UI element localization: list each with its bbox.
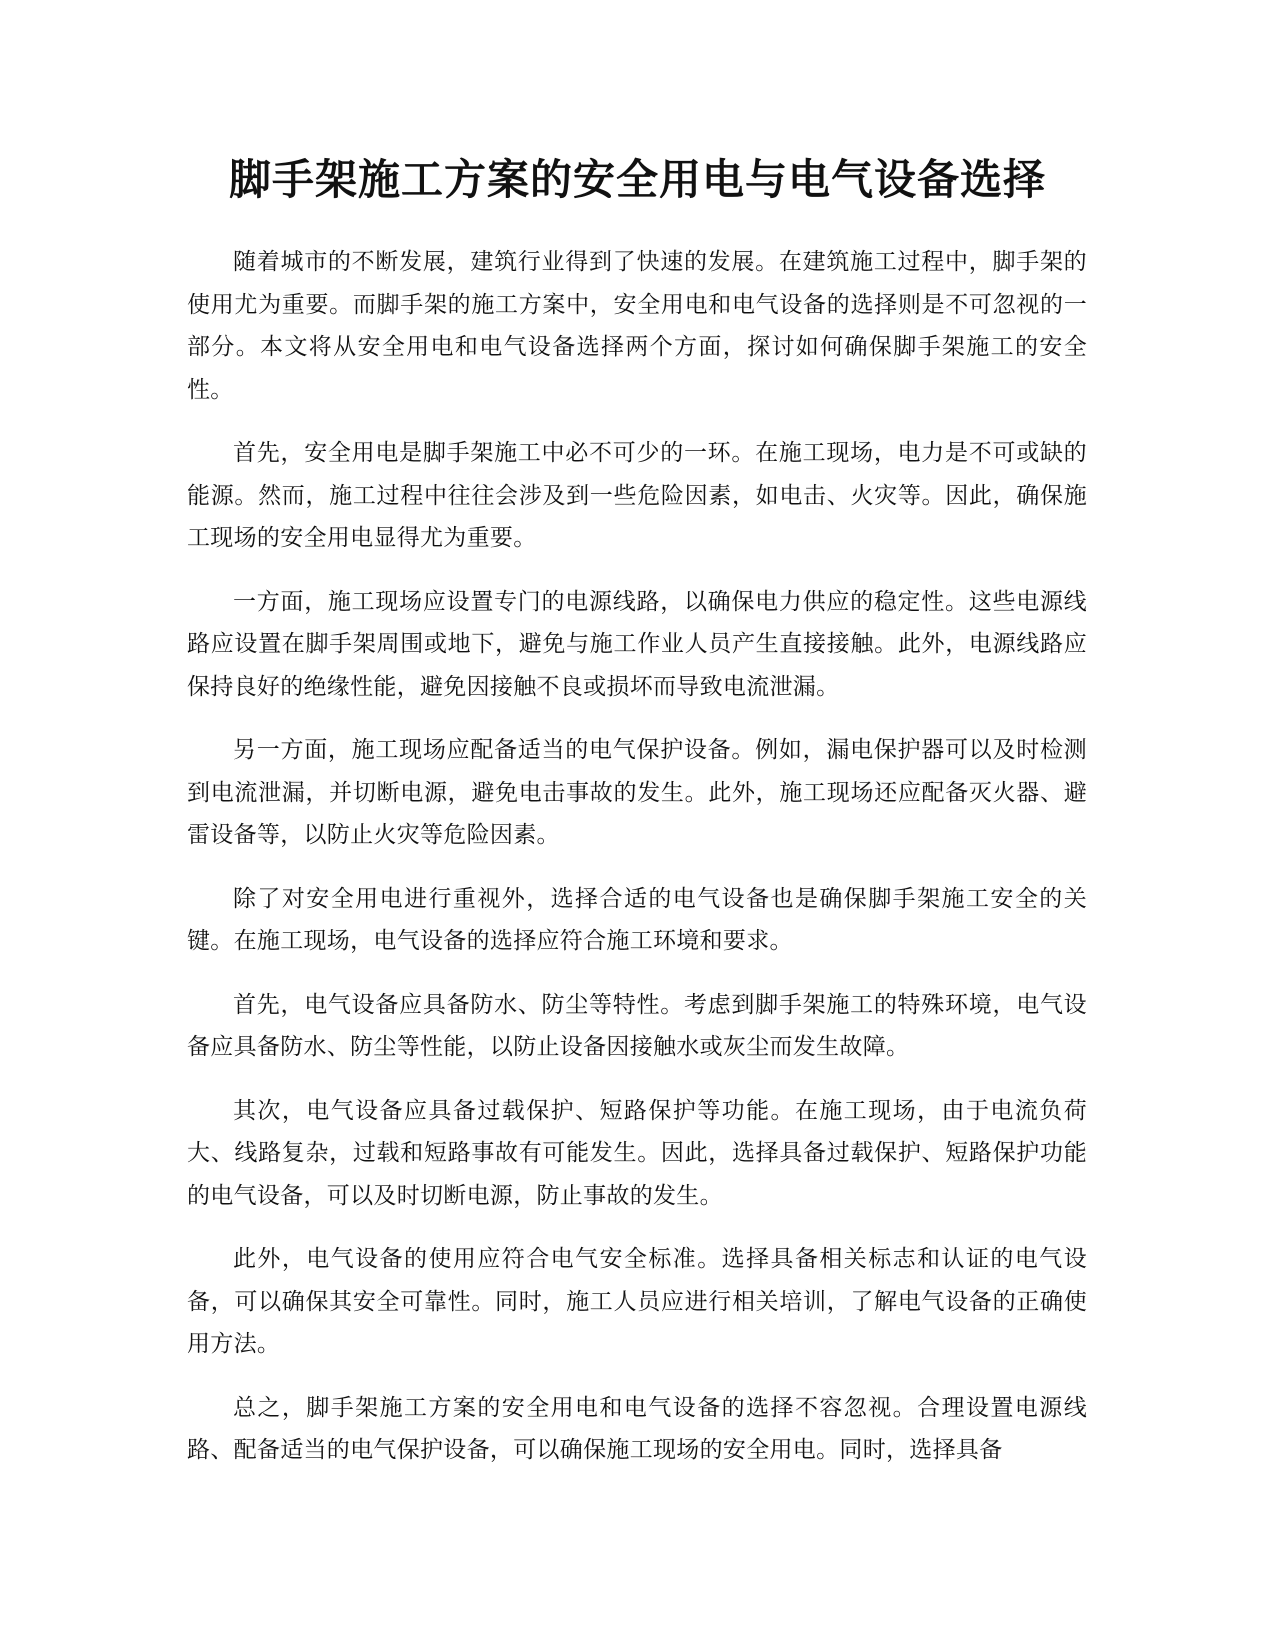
paragraph-waterproof-dustproof: 首先，电气设备应具备防水、防尘等特性。考虑到脚手架施工的特殊环境，电气设备应具备防水、防尘等性能，以防止设备因接触水或灰尘而发生故障。 (187, 991, 1087, 1060)
document-body (187, 241, 1087, 1493)
paragraph-power-lines: 一方面，施工现场应设置专门的电源线路，以确保电力供应的稳定性。这些电源线路应设置在脚手架周围或地下，避免与施工作业人员产生直接接触。此外，电源线路应保持良好的绝缘性能，避免因接触不良或损坏而导致电流泄漏。 (187, 588, 1087, 700)
paragraph-conclusion: 总之，脚手架施工方案的安全用电和电气设备的选择不容忽视。合理设置电源线路、配备适当的电气保护设备，可以确保施工现场的安全用电。同时，选择具备 (187, 1394, 1087, 1463)
document-title: 脚手架施工方案的安全用电与电气设备选择 (228, 155, 1046, 204)
paragraph-safe-power: 首先，安全用电是脚手架施工中必不可少的一环。在施工现场，电力是不可或缺的能源。然而，施工过程中往往会涉及到一些危险因素，如电击、火灾等。因此，确保施工现场的安全用电显得尤为重要。 (187, 440, 1087, 551)
paragraph-safety-standards: 此外，电气设备的使用应符合电气安全标准。选择具备相关标志和认证的电气设备，可以确保其安全可靠性。同时，施工人员应进行相关培训，了解电气设备的正确使用方法。 (187, 1246, 1087, 1357)
paragraph-protection-devices: 另一方面，施工现场应配备适当的电气保护设备。例如，漏电保护器可以及时检测到电流泄漏，并切断电源，避免电击事故的发生。此外，施工现场还应配备灭火器、避雷设备等，以防止火灾等危险因素。 (187, 737, 1087, 848)
paragraph-overload-protection: 其次，电气设备应具备过载保护、短路保护等功能。在施工现场，由于电流负荷大、线路复杂，过载和短路事故有可能发生。因此，选择具备过载保护、短路保护功能的电气设备，可以及时切断电源，防止事故的发生。 (187, 1097, 1087, 1209)
paragraph-equipment-selection: 除了对安全用电进行重视外，选择合适的电气设备也是确保脚手架施工安全的关键。在施工现场，电气设备的选择应符合施工环境和要求。 (187, 885, 1087, 954)
paragraph-intro: 随着城市的不断发展，建筑行业得到了快速的发展。在建筑施工过程中，脚手架的使用尤为重要。而脚手架的施工方案中，安全用电和电气设备的选择则是不可忽视的一部分。本文将从安全用电和电气设备选择两个方面，探讨如何确保脚手架施工的安全性。 (187, 249, 1087, 403)
